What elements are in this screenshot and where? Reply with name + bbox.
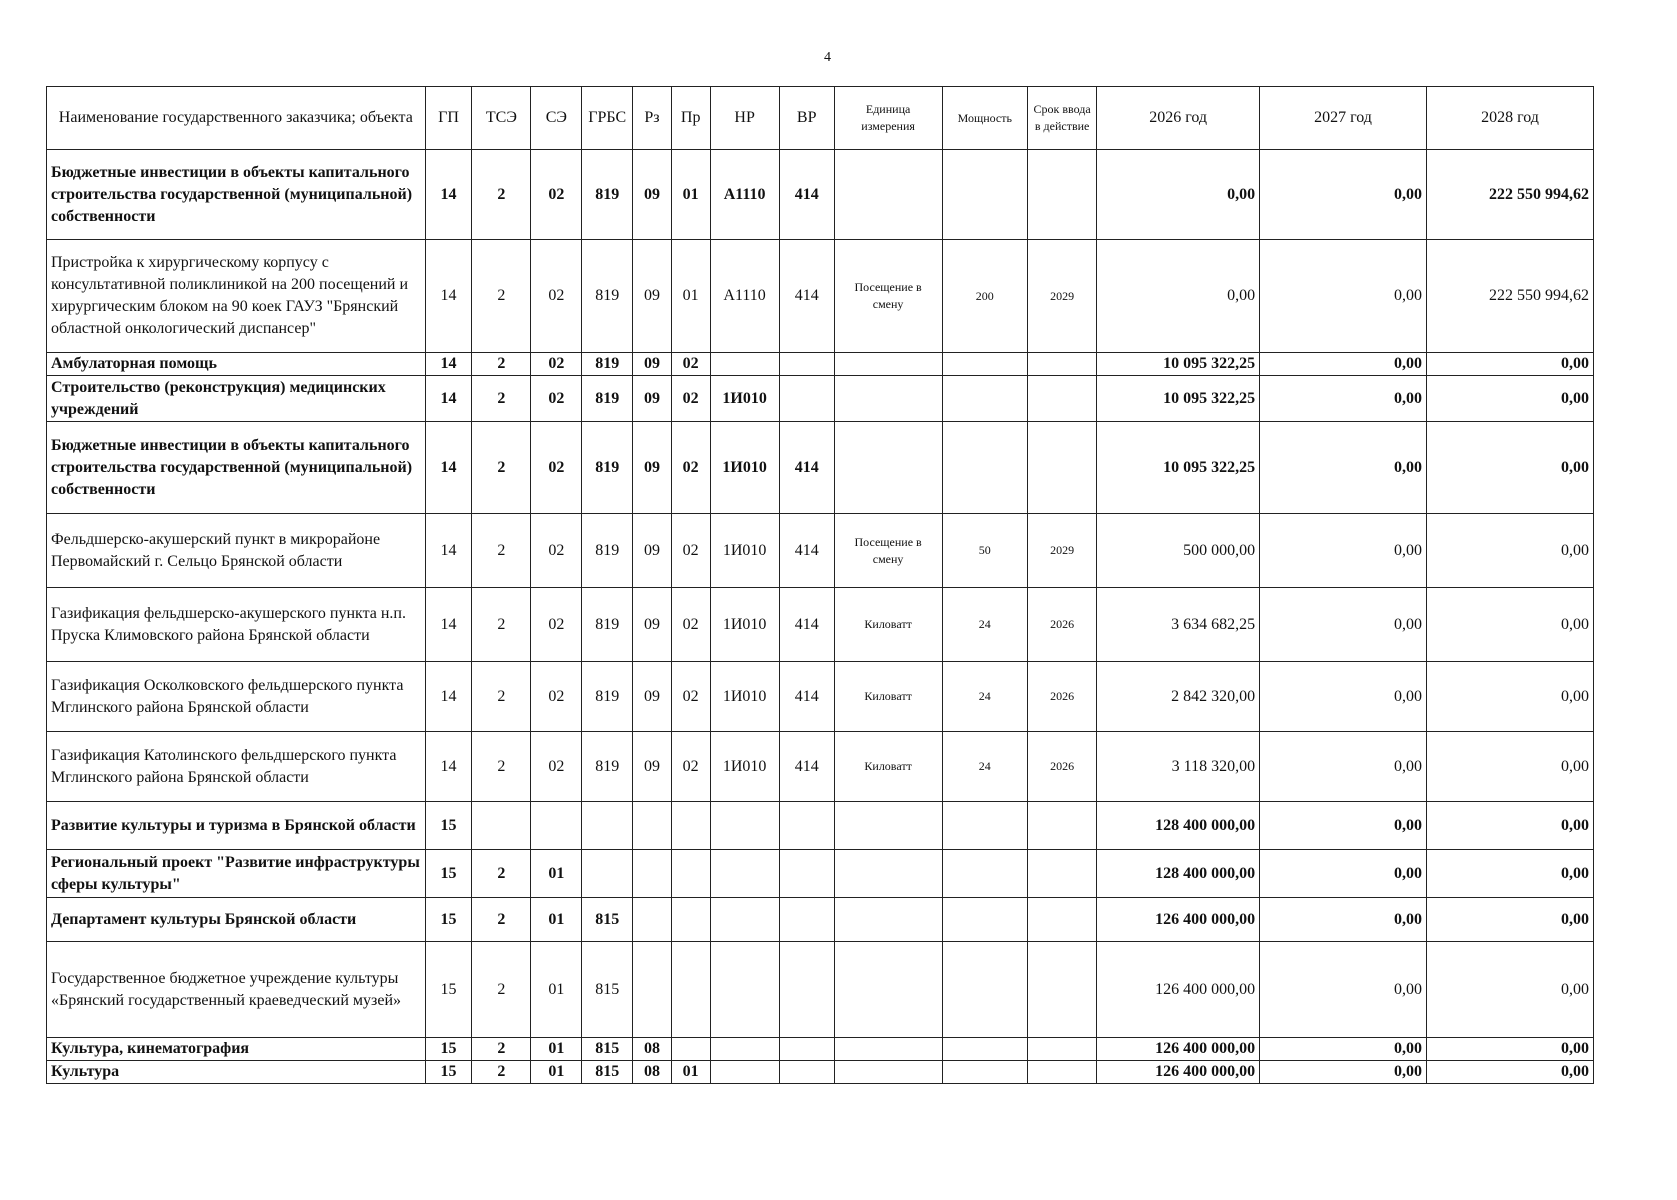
cell-commissioning: 2029: [1028, 514, 1097, 588]
header-unit: Единица измерения: [834, 87, 942, 150]
cell-nr: [710, 1038, 779, 1061]
cell-unit: Киловатт: [834, 662, 942, 732]
cell-name: Газификация Католинского фельдшерского пункта Мглинского района Брянской области: [47, 732, 426, 802]
cell-capacity: [942, 942, 1027, 1038]
cell-nr: [710, 898, 779, 942]
cell-y2026: 126 400 000,00: [1097, 898, 1260, 942]
cell-y2027: 0,00: [1260, 662, 1427, 732]
cell-pr: 02: [671, 662, 710, 732]
cell-tse: 2: [472, 850, 531, 898]
cell-y2027: 0,00: [1260, 732, 1427, 802]
cell-gp: 14: [425, 376, 472, 422]
cell-grbs: 819: [582, 588, 633, 662]
cell-name: Культура: [47, 1061, 426, 1084]
cell-gp: 14: [425, 662, 472, 732]
table-row: [47, 898, 1594, 942]
cell-pr: 02: [671, 588, 710, 662]
cell-y2026: 3 118 320,00: [1097, 732, 1260, 802]
cell-grbs: 819: [582, 240, 633, 353]
cell-pr: [671, 942, 710, 1038]
cell-unit: [834, 376, 942, 422]
cell-grbs: 815: [582, 898, 633, 942]
cell-capacity: [942, 353, 1027, 376]
cell-y2027: 0,00: [1260, 942, 1427, 1038]
cell-nr: [710, 942, 779, 1038]
cell-y2028: 0,00: [1426, 422, 1593, 514]
cell-unit: [834, 422, 942, 514]
cell-capacity: [942, 376, 1027, 422]
cell-commissioning: [1028, 1061, 1097, 1084]
cell-grbs: 819: [582, 514, 633, 588]
cell-commissioning: [1028, 802, 1097, 850]
cell-tse: 2: [472, 1038, 531, 1061]
cell-commissioning: [1028, 422, 1097, 514]
cell-capacity: [942, 1061, 1027, 1084]
cell-y2028: 0,00: [1426, 1038, 1593, 1061]
cell-y2028: 222 550 994,62: [1426, 150, 1593, 240]
cell-y2026: 3 634 682,25: [1097, 588, 1260, 662]
cell-grbs: 815: [582, 942, 633, 1038]
cell-y2027: 0,00: [1260, 353, 1427, 376]
cell-y2028: 0,00: [1426, 588, 1593, 662]
cell-nr: 1И010: [710, 376, 779, 422]
cell-tse: [472, 802, 531, 850]
cell-y2026: 126 400 000,00: [1097, 1038, 1260, 1061]
table-row: [47, 353, 1594, 376]
cell-capacity: 200: [942, 240, 1027, 353]
cell-nr: [710, 1061, 779, 1084]
cell-rz: [633, 850, 672, 898]
cell-name: Бюджетные инвестиции в объекты капитального строительства государственной (муниципальной) собственности: [47, 422, 426, 514]
cell-y2027: 0,00: [1260, 514, 1427, 588]
cell-grbs: 815: [582, 1038, 633, 1061]
cell-capacity: [942, 1038, 1027, 1061]
cell-se: [531, 802, 582, 850]
cell-name: Строительство (реконструкция) медицинских учреждений: [47, 376, 426, 422]
cell-vr: [779, 850, 834, 898]
cell-nr: А1110: [710, 150, 779, 240]
cell-vr: 414: [779, 662, 834, 732]
cell-vr: 414: [779, 588, 834, 662]
cell-commissioning: [1028, 898, 1097, 942]
cell-y2026: 10 095 322,25: [1097, 353, 1260, 376]
cell-capacity: 24: [942, 732, 1027, 802]
cell-y2027: 0,00: [1260, 850, 1427, 898]
cell-vr: 414: [779, 150, 834, 240]
cell-se: 02: [531, 240, 582, 353]
cell-tse: 2: [472, 240, 531, 353]
cell-y2028: 0,00: [1426, 732, 1593, 802]
cell-grbs: 819: [582, 732, 633, 802]
cell-commissioning: 2026: [1028, 662, 1097, 732]
cell-vr: [779, 898, 834, 942]
cell-y2027: 0,00: [1260, 150, 1427, 240]
cell-gp: 14: [425, 353, 472, 376]
header-pr: Пр: [671, 87, 710, 150]
cell-y2028: 0,00: [1426, 376, 1593, 422]
cell-gp: 15: [425, 802, 472, 850]
cell-capacity: [942, 802, 1027, 850]
cell-rz: 08: [633, 1038, 672, 1061]
cell-tse: 2: [472, 588, 531, 662]
header-nr: НР: [710, 87, 779, 150]
cell-y2028: 0,00: [1426, 802, 1593, 850]
cell-commissioning: [1028, 376, 1097, 422]
cell-vr: 414: [779, 732, 834, 802]
cell-name: Государственное бюджетное учреждение культуры «Брянский государственный краеведческий музей»: [47, 942, 426, 1038]
cell-rz: 09: [633, 732, 672, 802]
cell-y2027: 0,00: [1260, 422, 1427, 514]
header-capacity: Мощность: [942, 87, 1027, 150]
cell-y2027: 0,00: [1260, 1038, 1427, 1061]
table-row: [47, 802, 1594, 850]
cell-rz: [633, 942, 672, 1038]
cell-grbs: 819: [582, 422, 633, 514]
cell-unit: [834, 1061, 942, 1084]
cell-rz: 09: [633, 376, 672, 422]
cell-pr: [671, 1038, 710, 1061]
cell-name: Бюджетные инвестиции в объекты капитального строительства государственной (муниципальной) собственности: [47, 150, 426, 240]
cell-y2026: 128 400 000,00: [1097, 850, 1260, 898]
cell-gp: 15: [425, 898, 472, 942]
cell-nr: [710, 850, 779, 898]
cell-y2028: 0,00: [1426, 1061, 1593, 1084]
cell-tse: 2: [472, 732, 531, 802]
table-row: [47, 1061, 1594, 1084]
cell-y2026: 126 400 000,00: [1097, 942, 1260, 1038]
cell-rz: 09: [633, 240, 672, 353]
cell-rz: 09: [633, 662, 672, 732]
cell-grbs: 819: [582, 376, 633, 422]
table-row: [47, 150, 1594, 240]
table-header-row: [47, 87, 1594, 150]
cell-y2026: 10 095 322,25: [1097, 376, 1260, 422]
cell-gp: 15: [425, 1061, 472, 1084]
cell-vr: 414: [779, 514, 834, 588]
cell-y2028: 0,00: [1426, 942, 1593, 1038]
table-row: [47, 662, 1594, 732]
cell-y2026: 128 400 000,00: [1097, 802, 1260, 850]
cell-commissioning: 2026: [1028, 588, 1097, 662]
cell-grbs: [582, 802, 633, 850]
header-gp: ГП: [425, 87, 472, 150]
cell-y2028: 0,00: [1426, 353, 1593, 376]
cell-unit: Киловатт: [834, 732, 942, 802]
header-vr: ВР: [779, 87, 834, 150]
cell-se: 01: [531, 1038, 582, 1061]
cell-rz: 09: [633, 422, 672, 514]
cell-se: 02: [531, 376, 582, 422]
cell-commissioning: [1028, 942, 1097, 1038]
cell-nr: А1110: [710, 240, 779, 353]
cell-se: 02: [531, 514, 582, 588]
cell-pr: 02: [671, 422, 710, 514]
cell-unit: Киловатт: [834, 588, 942, 662]
cell-name: Амбулаторная помощь: [47, 353, 426, 376]
cell-grbs: 815: [582, 1061, 633, 1084]
cell-pr: [671, 850, 710, 898]
cell-tse: 2: [472, 1061, 531, 1084]
cell-se: 02: [531, 732, 582, 802]
cell-nr: 1И010: [710, 732, 779, 802]
cell-capacity: 24: [942, 588, 1027, 662]
cell-y2026: 126 400 000,00: [1097, 1061, 1260, 1084]
cell-se: 01: [531, 942, 582, 1038]
cell-nr: [710, 802, 779, 850]
cell-tse: 2: [472, 942, 531, 1038]
cell-se: 02: [531, 150, 582, 240]
table-row: [47, 850, 1594, 898]
table-row: [47, 588, 1594, 662]
cell-tse: 2: [472, 514, 531, 588]
cell-gp: 14: [425, 240, 472, 353]
cell-unit: [834, 353, 942, 376]
cell-vr: [779, 942, 834, 1038]
cell-se: 02: [531, 662, 582, 732]
cell-grbs: 819: [582, 353, 633, 376]
cell-y2028: 0,00: [1426, 850, 1593, 898]
cell-vr: 414: [779, 240, 834, 353]
cell-rz: [633, 802, 672, 850]
cell-y2027: 0,00: [1260, 802, 1427, 850]
cell-vr: [779, 1038, 834, 1061]
cell-vr: [779, 353, 834, 376]
table-row: [47, 732, 1594, 802]
cell-unit: Посещение в смену: [834, 240, 942, 353]
cell-pr: 01: [671, 1061, 710, 1084]
cell-grbs: 819: [582, 150, 633, 240]
cell-se: 01: [531, 850, 582, 898]
cell-capacity: [942, 422, 1027, 514]
cell-y2028: 0,00: [1426, 514, 1593, 588]
cell-capacity: [942, 150, 1027, 240]
cell-commissioning: 2029: [1028, 240, 1097, 353]
cell-unit: [834, 942, 942, 1038]
cell-gp: 14: [425, 150, 472, 240]
cell-nr: 1И010: [710, 514, 779, 588]
budget-table: [46, 86, 1594, 1084]
cell-unit: [834, 850, 942, 898]
cell-capacity: 50: [942, 514, 1027, 588]
header-commissioning: Срок ввода в действие: [1028, 87, 1097, 150]
cell-tse: 2: [472, 422, 531, 514]
cell-se: 01: [531, 1061, 582, 1084]
header-2026: 2026 год: [1097, 87, 1260, 150]
cell-nr: 1И010: [710, 662, 779, 732]
cell-unit: [834, 898, 942, 942]
cell-y2027: 0,00: [1260, 1061, 1427, 1084]
cell-y2028: 0,00: [1426, 662, 1593, 732]
cell-pr: 02: [671, 514, 710, 588]
cell-tse: 2: [472, 150, 531, 240]
cell-y2026: 2 842 320,00: [1097, 662, 1260, 732]
cell-rz: 08: [633, 1061, 672, 1084]
cell-y2027: 0,00: [1260, 898, 1427, 942]
cell-name: Пристройка к хирургическому корпусу с консультативной поликлиникой на 200 посещений и хирургическим блоком на 90 коек ГАУЗ "Брянский областной онкологический диспансер": [47, 240, 426, 353]
cell-se: 02: [531, 588, 582, 662]
cell-y2027: 0,00: [1260, 588, 1427, 662]
cell-name: Газификация фельдшерско-акушерского пункта н.п. Пруска Климовского района Брянской области: [47, 588, 426, 662]
header-se: СЭ: [531, 87, 582, 150]
cell-commissioning: [1028, 150, 1097, 240]
cell-gp: 14: [425, 422, 472, 514]
cell-pr: [671, 802, 710, 850]
cell-name: Газификация Осколковского фельдшерского пункта Мглинского района Брянской области: [47, 662, 426, 732]
cell-rz: 09: [633, 150, 672, 240]
cell-gp: 15: [425, 1038, 472, 1061]
page-number: 4: [824, 50, 831, 65]
table-row: [47, 240, 1594, 353]
cell-tse: 2: [472, 898, 531, 942]
table-row: [47, 1038, 1594, 1061]
cell-unit: [834, 150, 942, 240]
cell-tse: 2: [472, 376, 531, 422]
cell-vr: [779, 376, 834, 422]
cell-commissioning: [1028, 1038, 1097, 1061]
cell-se: 02: [531, 353, 582, 376]
cell-rz: [633, 898, 672, 942]
cell-name: Региональный проект "Развитие инфраструктуры сферы культуры": [47, 850, 426, 898]
cell-nr: 1И010: [710, 422, 779, 514]
cell-y2026: 0,00: [1097, 150, 1260, 240]
cell-gp: 15: [425, 850, 472, 898]
cell-vr: [779, 802, 834, 850]
header-2027: 2027 год: [1260, 87, 1427, 150]
cell-name: Культура, кинематография: [47, 1038, 426, 1061]
cell-y2028: 0,00: [1426, 898, 1593, 942]
cell-y2026: 0,00: [1097, 240, 1260, 353]
cell-gp: 15: [425, 942, 472, 1038]
cell-rz: 09: [633, 514, 672, 588]
cell-pr: [671, 898, 710, 942]
cell-name: Фельдшерско-акушерский пункт в микрорайоне Первомайский г. Сельцо Брянской области: [47, 514, 426, 588]
cell-nr: 1И010: [710, 588, 779, 662]
cell-gp: 14: [425, 732, 472, 802]
cell-pr: 01: [671, 150, 710, 240]
cell-grbs: [582, 850, 633, 898]
cell-name: Развитие культуры и туризма в Брянской области: [47, 802, 426, 850]
cell-capacity: [942, 898, 1027, 942]
cell-se: 02: [531, 422, 582, 514]
cell-commissioning: 2026: [1028, 732, 1097, 802]
cell-rz: 09: [633, 353, 672, 376]
cell-pr: 02: [671, 353, 710, 376]
header-grbs: ГРБС: [582, 87, 633, 150]
cell-y2026: 10 095 322,25: [1097, 422, 1260, 514]
table-row: [47, 376, 1594, 422]
cell-unit: Посещение в смену: [834, 514, 942, 588]
cell-unit: [834, 1038, 942, 1061]
table-row: [47, 942, 1594, 1038]
cell-nr: [710, 353, 779, 376]
cell-tse: 2: [472, 353, 531, 376]
header-tse: ТСЭ: [472, 87, 531, 150]
cell-pr: 01: [671, 240, 710, 353]
cell-vr: [779, 1061, 834, 1084]
cell-gp: 14: [425, 588, 472, 662]
cell-y2026: 500 000,00: [1097, 514, 1260, 588]
cell-se: 01: [531, 898, 582, 942]
cell-pr: 02: [671, 376, 710, 422]
cell-y2028: 222 550 994,62: [1426, 240, 1593, 353]
cell-gp: 14: [425, 514, 472, 588]
cell-capacity: 24: [942, 662, 1027, 732]
header-2028: 2028 год: [1426, 87, 1593, 150]
cell-rz: 09: [633, 588, 672, 662]
cell-y2027: 0,00: [1260, 376, 1427, 422]
cell-pr: 02: [671, 732, 710, 802]
cell-name: Департамент культуры Брянской области: [47, 898, 426, 942]
table-row: [47, 514, 1594, 588]
cell-unit: [834, 802, 942, 850]
cell-y2027: 0,00: [1260, 240, 1427, 353]
cell-commissioning: [1028, 850, 1097, 898]
header-rz: Рз: [633, 87, 672, 150]
cell-grbs: 819: [582, 662, 633, 732]
table-row: [47, 422, 1594, 514]
cell-commissioning: [1028, 353, 1097, 376]
cell-capacity: [942, 850, 1027, 898]
cell-tse: 2: [472, 662, 531, 732]
header-name: Наименование государственного заказчика; объекта: [47, 87, 426, 150]
cell-vr: 414: [779, 422, 834, 514]
